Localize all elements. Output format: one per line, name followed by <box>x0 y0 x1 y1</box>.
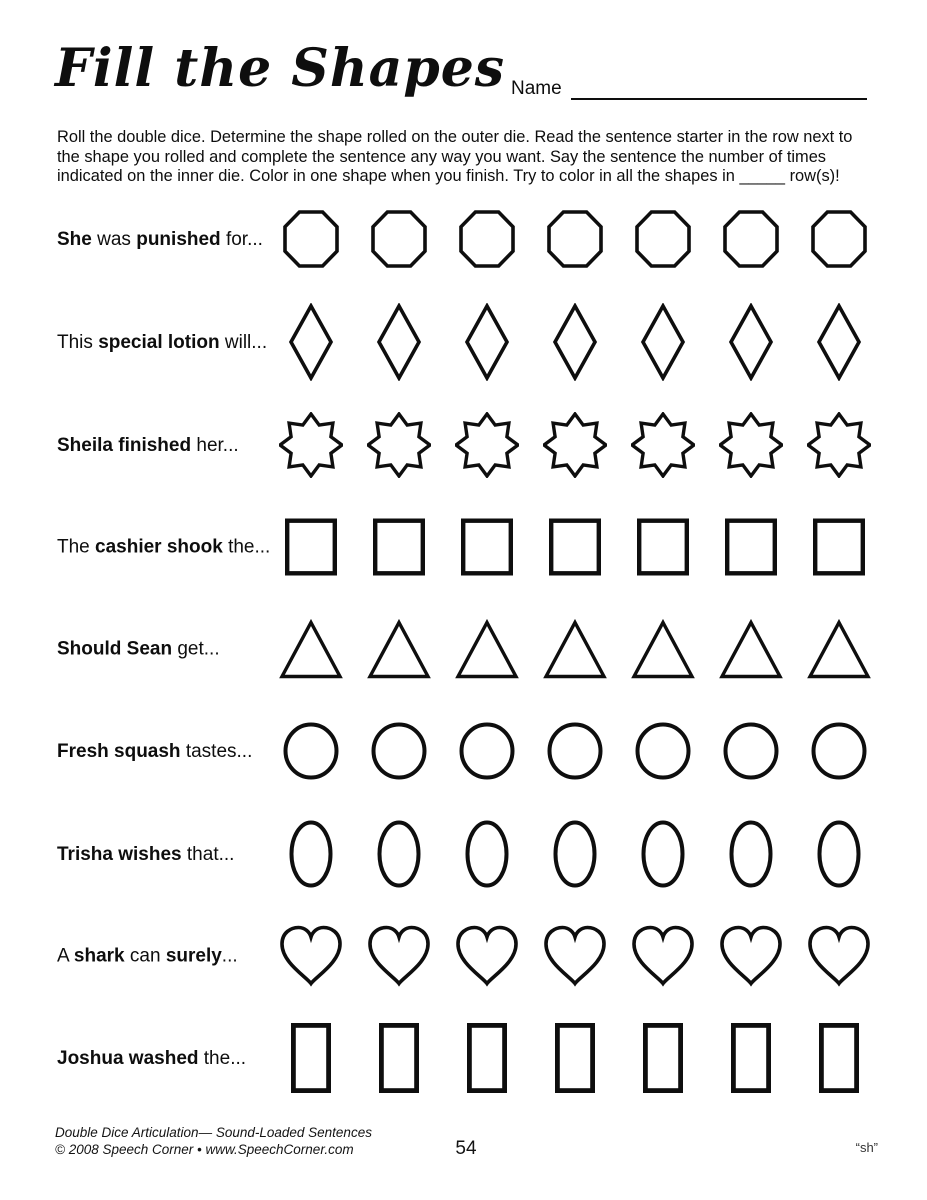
circle-shape-strip <box>267 722 883 780</box>
sentence-starter <box>57 740 267 763</box>
target-word: special lotion <box>98 331 220 353</box>
page-number: 54 <box>455 1138 477 1159</box>
diamond-icon <box>288 303 334 381</box>
heart-shape <box>531 925 619 988</box>
name-blank-line <box>571 78 867 100</box>
instructions <box>57 128 892 187</box>
star8-icon <box>367 412 431 478</box>
triangle-icon <box>719 619 783 680</box>
octagon-shape <box>619 210 707 268</box>
rectangle-icon <box>467 1023 507 1093</box>
triangle-icon <box>279 619 343 680</box>
plain-text: This <box>57 331 99 353</box>
plain-text: ... <box>221 945 238 967</box>
square-shape <box>443 519 531 576</box>
star8-shape <box>619 412 707 478</box>
diamond-icon <box>552 303 598 381</box>
rectangle-shape <box>267 1023 355 1093</box>
name-block <box>511 78 867 100</box>
octagon-shape <box>443 210 531 268</box>
circle-icon <box>547 722 603 780</box>
heart-icon <box>807 925 871 988</box>
plain-text: The <box>57 536 96 558</box>
plain-text: A <box>57 945 74 967</box>
footer-series-title: Double Dice Articulation— Sound-Loaded Sentences <box>55 1125 372 1140</box>
rectangle-shape-strip <box>267 1023 883 1093</box>
circle-shape <box>355 722 443 780</box>
octagon-icon <box>547 210 603 268</box>
triangle-shape <box>443 619 531 680</box>
target-word: She <box>57 228 92 250</box>
heart-icon <box>279 925 343 988</box>
diamond-shape <box>355 303 443 381</box>
heart-shape <box>619 925 707 988</box>
square-shape <box>267 519 355 576</box>
star8-shape <box>707 412 795 478</box>
sentence-starter <box>57 1047 267 1070</box>
square-shape <box>795 519 883 576</box>
sentence-starter <box>57 228 267 251</box>
plain-text: tastes... <box>180 740 253 762</box>
oval-shape <box>707 820 795 888</box>
circle-shape <box>795 722 883 780</box>
octagon-shape <box>267 210 355 268</box>
rectangle-icon <box>555 1023 595 1093</box>
plain-text: get... <box>172 638 220 660</box>
star8-icon <box>279 412 343 478</box>
circle-shape <box>619 722 707 780</box>
rectangle-shape <box>707 1023 795 1093</box>
circle-icon <box>371 722 427 780</box>
oval-shape <box>443 820 531 888</box>
triangle-icon <box>455 619 519 680</box>
octagon-icon <box>635 210 691 268</box>
diamond-icon <box>816 303 862 381</box>
rectangle-icon <box>643 1023 683 1093</box>
oval-shape-strip <box>267 820 883 888</box>
oval-icon <box>289 820 333 888</box>
triangle-shape <box>267 619 355 680</box>
triangle-shape-strip <box>267 619 883 680</box>
heart-shape <box>355 925 443 988</box>
sentence-starter <box>57 843 267 866</box>
square-icon <box>461 519 513 576</box>
heart-icon <box>543 925 607 988</box>
rectangle-shape <box>355 1023 443 1093</box>
rectangle-icon <box>291 1023 331 1093</box>
diamond-shape <box>795 303 883 381</box>
target-word: Sheila finished <box>57 434 192 456</box>
diamond-shape <box>707 303 795 381</box>
plain-text: was <box>91 228 137 250</box>
triangle-icon <box>631 619 695 680</box>
diamond-icon <box>464 303 510 381</box>
triangle-icon <box>807 619 871 680</box>
octagon-icon <box>723 210 779 268</box>
sentence-row <box>57 412 873 478</box>
octagon-icon <box>283 210 339 268</box>
rectangle-icon <box>731 1023 771 1093</box>
target-word: Joshua washed <box>57 1047 199 1069</box>
oval-shape <box>267 820 355 888</box>
square-icon <box>285 519 337 576</box>
oval-shape <box>355 820 443 888</box>
rectangle-icon <box>379 1023 419 1093</box>
star8-icon <box>807 412 871 478</box>
rectangle-shape <box>619 1023 707 1093</box>
octagon-shape <box>707 210 795 268</box>
triangle-shape <box>795 619 883 680</box>
star8-icon <box>543 412 607 478</box>
sentence-starter <box>57 536 271 559</box>
plain-text: can <box>124 945 166 967</box>
instructions-line-2: the shape you rolled and complete the sentence any way you want. Say the sentence the number of times <box>57 147 827 166</box>
sentence-starter <box>57 945 267 968</box>
square-icon <box>637 519 689 576</box>
square-shape <box>707 519 795 576</box>
oval-icon <box>553 820 597 888</box>
star8-shape-strip <box>267 412 883 478</box>
rectangle-shape <box>531 1023 619 1093</box>
octagon-shape <box>795 210 883 268</box>
diamond-shape <box>619 303 707 381</box>
octagon-shape <box>531 210 619 268</box>
sentence-row <box>57 303 873 381</box>
sentence-row <box>57 210 873 268</box>
sentence-row <box>57 1023 873 1093</box>
name-label: Name <box>511 78 562 99</box>
target-word: Trisha wishes <box>57 843 182 865</box>
star8-shape <box>795 412 883 478</box>
plain-text: the... <box>222 536 271 558</box>
triangle-shape <box>619 619 707 680</box>
octagon-icon <box>371 210 427 268</box>
target-word: punished <box>136 228 221 250</box>
diamond-icon <box>640 303 686 381</box>
footer-credits <box>55 1125 372 1158</box>
target-word: cashier shook <box>95 536 223 558</box>
circle-icon <box>723 722 779 780</box>
octagon-shape <box>355 210 443 268</box>
triangle-icon <box>543 619 607 680</box>
target-word: Should Sean <box>57 638 173 660</box>
oval-icon <box>729 820 773 888</box>
sentence-row <box>57 820 873 888</box>
plain-text: for... <box>220 228 263 250</box>
sentence-starter <box>57 331 267 354</box>
diamond-icon <box>728 303 774 381</box>
star8-shape <box>355 412 443 478</box>
diamond-shape <box>531 303 619 381</box>
square-shape <box>355 519 443 576</box>
octagon-shape-strip <box>267 210 883 268</box>
triangle-icon <box>367 619 431 680</box>
star8-icon <box>631 412 695 478</box>
heart-icon <box>719 925 783 988</box>
heart-shape-strip <box>267 925 883 988</box>
triangle-shape <box>355 619 443 680</box>
plain-text: will... <box>219 331 268 353</box>
circle-shape <box>267 722 355 780</box>
target-word: shark <box>73 945 125 967</box>
target-word: surely <box>165 945 222 967</box>
oval-shape <box>531 820 619 888</box>
heart-icon <box>367 925 431 988</box>
circle-shape <box>531 722 619 780</box>
plain-text: the... <box>198 1047 247 1069</box>
oval-icon <box>641 820 685 888</box>
star8-icon <box>719 412 783 478</box>
diamond-icon <box>376 303 422 381</box>
square-shape-strip <box>267 519 883 576</box>
sentence-starter <box>57 638 267 661</box>
instructions-line-1: Roll the double dice. Determine the shape rolled on the outer die. Read the sentence starter in the row next to <box>57 128 853 146</box>
rectangle-icon <box>819 1023 859 1093</box>
square-icon <box>373 519 425 576</box>
star8-shape <box>531 412 619 478</box>
oval-icon <box>817 820 861 888</box>
sentence-row <box>57 619 873 680</box>
instructions-line-3: indicated on the inner die. Color in one shape when you finish. Try to color in all the shapes in _____ row(s)! <box>57 167 840 186</box>
sentence-row <box>57 925 873 988</box>
triangle-shape <box>531 619 619 680</box>
square-icon <box>549 519 601 576</box>
star8-shape <box>267 412 355 478</box>
heart-shape <box>267 925 355 988</box>
sentence-row <box>57 722 873 780</box>
circle-icon <box>811 722 867 780</box>
circle-icon <box>283 722 339 780</box>
target-word: Fresh squash <box>57 740 181 762</box>
star8-icon <box>455 412 519 478</box>
page-title: Fill the Shapes <box>55 38 506 99</box>
square-shape <box>619 519 707 576</box>
square-shape <box>531 519 619 576</box>
diamond-shape <box>267 303 355 381</box>
square-icon <box>725 519 777 576</box>
oval-icon <box>377 820 421 888</box>
octagon-icon <box>459 210 515 268</box>
heart-icon <box>455 925 519 988</box>
oval-icon <box>465 820 509 888</box>
diamond-shape-strip <box>267 303 883 381</box>
rectangle-shape <box>795 1023 883 1093</box>
heart-shape <box>795 925 883 988</box>
heart-icon <box>631 925 695 988</box>
rectangle-shape <box>443 1023 531 1093</box>
octagon-icon <box>811 210 867 268</box>
plain-text: that... <box>181 843 235 865</box>
target-sound-label: “sh” <box>855 1140 878 1155</box>
oval-shape <box>795 820 883 888</box>
triangle-shape <box>707 619 795 680</box>
sentence-starter <box>57 434 267 457</box>
circle-icon <box>459 722 515 780</box>
square-icon <box>813 519 865 576</box>
heart-shape <box>707 925 795 988</box>
sentence-row <box>57 519 873 576</box>
footer-copyright: © 2008 Speech Corner • www.SpeechCorner.com <box>55 1141 354 1157</box>
circle-shape <box>443 722 531 780</box>
heart-shape <box>443 925 531 988</box>
oval-shape <box>619 820 707 888</box>
circle-icon <box>635 722 691 780</box>
star8-shape <box>443 412 531 478</box>
plain-text: her... <box>191 434 239 456</box>
circle-shape <box>707 722 795 780</box>
diamond-shape <box>443 303 531 381</box>
